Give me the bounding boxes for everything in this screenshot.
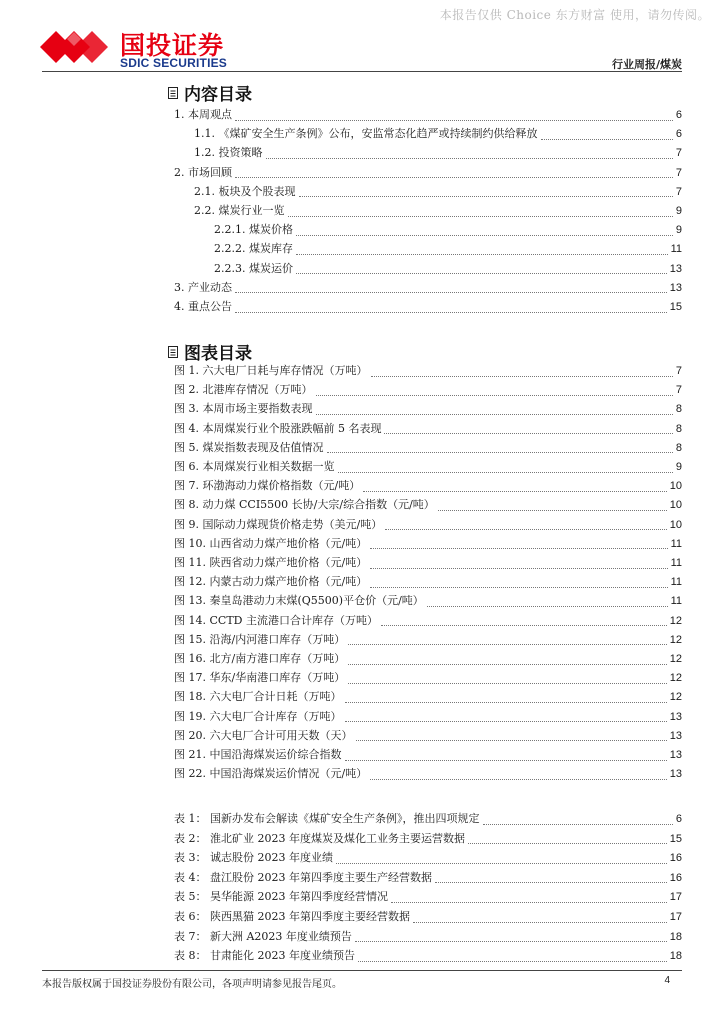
figure-toc-entry[interactable]	[174, 460, 682, 474]
table-toc-entry[interactable]	[174, 890, 682, 904]
leader-dots	[483, 814, 673, 825]
figure-toc-entry-label: 图 16. 北方/南方港口库存（万吨）	[174, 652, 346, 665]
figure-toc-entry-page: 12	[669, 653, 682, 665]
leader-dots	[385, 519, 667, 530]
leader-dots	[370, 538, 667, 549]
table-toc-entry-label: 表 6： 陕西黑猫 2023 年第四季度主要经营数据	[174, 910, 410, 923]
content-toc-entry-label: 2.1. 板块及个股表现	[194, 184, 296, 198]
leader-dots	[363, 481, 667, 492]
table-toc-entry-label: 表 8： 甘肃能化 2023 年度业绩预告	[174, 949, 355, 963]
figure-toc-entry[interactable]	[174, 498, 682, 512]
content-toc-entry-label: 2.2. 煤炭行业一览	[194, 204, 285, 217]
report-category: 行业周报/煤炭	[611, 58, 682, 71]
table-toc-entry[interactable]	[174, 851, 682, 865]
figure-toc-entry-label: 图 1. 六大电厂日耗与库存情况（万吨）	[174, 364, 368, 377]
table-toc-entry-label: 表 5： 昊华能源 2023 年第四季度经营情况	[174, 890, 388, 904]
figure-toc-entry[interactable]	[174, 594, 682, 608]
leader-dots	[348, 654, 667, 665]
table-toc-entry[interactable]	[174, 832, 682, 846]
content-toc-entry-page: 11	[670, 243, 682, 256]
content-toc-entry[interactable]	[194, 204, 682, 218]
figure-toc-entry-label: 图 11. 陕西省动力煤产地价格（元/吨）	[174, 556, 368, 569]
figure-toc-entry-page: 10	[669, 480, 682, 493]
leader-dots	[296, 263, 667, 274]
leader-dots	[348, 673, 667, 684]
leader-dots	[391, 892, 667, 903]
figure-toc-entry[interactable]	[174, 575, 682, 589]
header-divider	[42, 71, 682, 72]
figure-toc-entry-page: 11	[670, 557, 682, 569]
content-toc-entry[interactable]	[174, 166, 682, 180]
table-toc-entry[interactable]	[174, 910, 682, 924]
figure-toc-entry[interactable]	[174, 383, 682, 397]
leader-dots	[468, 833, 667, 844]
figure-toc-entry-page: 12	[669, 691, 682, 704]
leader-dots	[288, 206, 673, 217]
figure-toc-entry[interactable]	[174, 748, 682, 762]
figure-toc-entry-page: 13	[669, 768, 682, 781]
figure-toc-entry-label: 图 12. 内蒙古动力煤产地价格（元/吨）	[174, 575, 368, 589]
figure-toc-entry-label: 图 6. 本周煤炭行业相关数据一览	[174, 460, 335, 473]
figure-toc-entry-label: 图 14. CCTD 主流港口合计库存（万吨）	[174, 613, 378, 627]
figure-toc-entry-label: 图 10. 山西省动力煤产地价格（元/吨）	[174, 536, 368, 550]
leader-dots	[296, 244, 668, 255]
table-toc-entry-page: 18	[669, 950, 682, 963]
leader-dots	[316, 404, 673, 415]
content-toc-title-text: 内容目录	[184, 85, 252, 105]
leader-dots	[384, 423, 672, 434]
table-toc-entry-page: 16	[669, 852, 682, 865]
content-toc-entry[interactable]	[174, 281, 682, 295]
leader-dots	[541, 129, 673, 140]
content-toc-entry-page: 13	[669, 262, 682, 275]
figure-toc-entry-page: 8	[675, 441, 682, 454]
content-toc-entry[interactable]	[194, 146, 682, 160]
figure-toc-entry-page: 7	[675, 384, 682, 397]
content-toc-entry-label: 4. 重点公告	[174, 300, 232, 313]
document-icon	[168, 346, 178, 358]
figure-toc-entry-label: 图 2. 北港库存情况（万吨）	[174, 383, 313, 397]
content-toc-entry[interactable]	[214, 223, 682, 237]
table-toc-entry-page: 17	[669, 911, 682, 923]
figure-toc-entry[interactable]	[174, 652, 682, 666]
figure-toc-entry[interactable]	[174, 690, 682, 704]
content-toc-entry-page: 9	[675, 224, 682, 237]
table-toc-entry-page: 6	[675, 813, 682, 825]
figure-toc-entry-label: 图 7. 环渤海动力煤价格指数（元/吨）	[174, 479, 361, 493]
content-toc-entry[interactable]	[174, 300, 682, 314]
content-toc-entry-label: 2. 市场回顾	[174, 165, 232, 179]
content-toc-entry-page: 7	[675, 147, 682, 160]
leader-dots	[235, 302, 667, 313]
table-toc-entry[interactable]	[174, 871, 682, 885]
content-toc-entry[interactable]	[214, 262, 682, 276]
logo-diamond-icon	[40, 24, 116, 70]
figure-toc-title-text: 图表目录	[184, 344, 252, 364]
leader-dots	[427, 596, 668, 607]
content-toc-entry-label: 1. 本周观点	[174, 108, 232, 121]
figure-toc-title	[168, 339, 252, 364]
figure-toc-entry-page: 12	[669, 672, 682, 685]
leader-dots	[413, 912, 667, 923]
content-toc-entry-label: 2.2.1. 煤炭价格	[214, 223, 293, 237]
figure-toc-entry[interactable]	[174, 441, 682, 455]
content-toc-entry-page: 7	[675, 166, 682, 179]
logo-text-cn: 国投证券	[120, 31, 225, 60]
figure-toc-entry-label: 图 13. 秦皇岛港动力末煤(Q5500)平仓价（元/吨）	[174, 594, 424, 608]
table-toc-entry-page: 18	[669, 930, 682, 943]
leader-dots	[345, 692, 667, 703]
leader-dots	[370, 577, 667, 588]
leader-dots	[296, 225, 673, 236]
leader-dots	[348, 634, 667, 645]
figure-toc-entry[interactable]	[174, 767, 682, 781]
leader-dots	[316, 385, 673, 396]
table-toc-entry[interactable]	[174, 930, 682, 944]
content-toc-entry[interactable]	[194, 127, 682, 141]
content-toc-entry-label: 3. 产业动态	[174, 280, 232, 294]
leader-dots	[438, 500, 667, 511]
figure-toc-entry-label: 图 22. 中国沿海煤炭运价情况（元/吨）	[174, 767, 368, 781]
figure-toc-entry-page: 13	[669, 729, 682, 742]
figure-toc-entry-label: 图 15. 沿海/内河港口库存（万吨）	[174, 632, 346, 646]
content-toc-entry-label: 1.2. 投资策略	[194, 146, 263, 160]
figure-toc-entry-page: 10	[669, 499, 682, 512]
leader-dots	[345, 711, 667, 722]
figure-toc-entry[interactable]	[174, 364, 682, 378]
figure-toc-entry-page: 11	[670, 576, 682, 589]
figure-toc-entry-label: 图 9. 国际动力煤现货价格走势（美元/吨）	[174, 517, 383, 531]
figure-toc-entry-page: 12	[669, 633, 682, 646]
content-toc-entry-page: 6	[675, 128, 682, 141]
figure-toc-entry[interactable]	[174, 479, 682, 493]
figure-toc-entry-page: 11	[670, 595, 682, 608]
content-toc-entry-label: 1.1. 《煤矿安全生产条例》公布，安监常态化趋严或持续制约供给释放	[194, 127, 538, 141]
table-toc-entry-label: 表 4： 盘江股份 2023 年第四季度主要生产经营数据	[174, 870, 432, 884]
figure-toc-entry-page: 13	[669, 710, 682, 723]
leader-dots	[355, 931, 667, 942]
table-toc-entry[interactable]	[174, 949, 682, 963]
figure-toc-entry-label: 图 20. 六大电厂合计可用天数（天）	[174, 728, 353, 742]
figure-toc-entry-label: 图 18. 六大电厂合计日耗（万吨）	[174, 690, 342, 704]
leader-dots	[327, 442, 673, 453]
company-logo	[40, 24, 245, 70]
figure-toc-entry-label: 图 21. 中国沿海煤炭运价综合指数	[174, 748, 342, 761]
table-toc-entry-page: 17	[669, 891, 682, 904]
figure-toc-entry[interactable]	[174, 518, 682, 532]
leader-dots	[299, 186, 673, 197]
figure-toc-entry[interactable]	[174, 556, 682, 570]
figure-toc-entry[interactable]	[174, 537, 682, 551]
figure-toc-entry-label: 图 4. 本周煤炭行业个股涨跌幅前 5 名表现	[174, 421, 382, 435]
leader-dots	[435, 872, 667, 883]
document-icon	[168, 87, 178, 99]
figure-toc-entry-page: 10	[669, 518, 682, 531]
leader-dots	[358, 951, 667, 962]
table-toc-entry-label: 表 7： 新大洲 A2023 年度业绩预告	[174, 929, 352, 943]
footer-disclaimer: 本报告版权属于国投证券股份有限公司，各项声明请参见报告尾页。	[42, 979, 342, 990]
figure-toc-entry[interactable]	[174, 402, 682, 416]
footer-divider	[42, 970, 682, 971]
figure-toc-entry-label: 图 19. 六大电厂合计库存（万吨）	[174, 709, 342, 723]
table-toc-entry-label: 表 3： 诚志股份 2023 年度业绩	[174, 851, 333, 865]
content-toc-entry[interactable]	[174, 108, 682, 122]
content-toc-entry-page: 13	[669, 281, 682, 294]
content-toc-entry-page: 7	[675, 185, 682, 198]
content-toc-entry-page: 9	[675, 205, 682, 217]
leader-dots	[370, 558, 667, 569]
figure-toc-entry[interactable]	[174, 710, 682, 724]
leader-dots	[235, 167, 673, 178]
content-toc-title	[168, 80, 252, 105]
watermark: 本报告仅供 Choice 东方财富 使用，请勿传阅。	[439, 8, 710, 22]
figure-toc-entry[interactable]	[174, 614, 682, 628]
leader-dots	[345, 750, 667, 761]
leader-dots	[356, 730, 667, 741]
figure-toc-entry-page: 13	[669, 749, 682, 761]
table-toc-entry-page: 15	[669, 832, 682, 845]
figure-toc-entry-page: 7	[675, 365, 682, 377]
content-toc-entry-label: 2.2.3. 煤炭运价	[214, 261, 293, 275]
figure-toc-entry[interactable]	[174, 729, 682, 743]
figure-toc-entry-label: 图 5. 煤炭指数表现及估值情况	[174, 440, 324, 454]
figure-toc-entry-label: 图 8. 动力煤 CCI5500 长协/大宗/综合指数（元/吨）	[174, 498, 435, 512]
content-toc-entry-page: 15	[669, 301, 682, 313]
page-number: 4	[664, 975, 670, 986]
figure-toc-entry-page: 8	[675, 403, 682, 416]
content-toc-entry[interactable]	[214, 242, 682, 256]
content-toc-entry-page: 6	[675, 109, 682, 121]
figure-toc-entry-label: 图 17. 华东/华南港口库存（万吨）	[174, 671, 346, 685]
leader-dots	[338, 462, 673, 473]
figure-toc-entry-page: 9	[675, 461, 682, 473]
table-toc-entry-page: 16	[669, 871, 682, 884]
leader-dots	[235, 110, 673, 121]
figure-toc-entry-label: 图 3. 本周市场主要指数表现	[174, 402, 313, 416]
table-toc-entry-label: 表 1： 国新办发布会解读《煤矿安全生产条例》，推出四项规定	[174, 812, 480, 825]
leader-dots	[370, 769, 667, 780]
leader-dots	[336, 853, 667, 864]
leader-dots	[371, 366, 673, 377]
content-toc-entry-label: 2.2.2. 煤炭库存	[214, 242, 293, 256]
figure-toc-entry[interactable]	[174, 671, 682, 685]
table-toc-entry[interactable]	[174, 812, 682, 826]
leader-dots	[266, 148, 673, 159]
figure-toc-entry-page: 8	[675, 422, 682, 435]
content-toc-entry[interactable]	[194, 185, 682, 199]
figure-toc-entry-page: 12	[669, 614, 682, 627]
leader-dots	[381, 615, 667, 626]
figure-toc-entry[interactable]	[174, 422, 682, 436]
table-toc-entry-label: 表 2： 淮北矿业 2023 年度煤炭及煤化工业务主要运营数据	[174, 831, 465, 845]
figure-toc-entry-page: 11	[670, 537, 682, 550]
leader-dots	[235, 282, 667, 293]
logo-text-en: SDIC SECURITIES	[120, 56, 228, 70]
figure-toc-entry[interactable]	[174, 633, 682, 647]
